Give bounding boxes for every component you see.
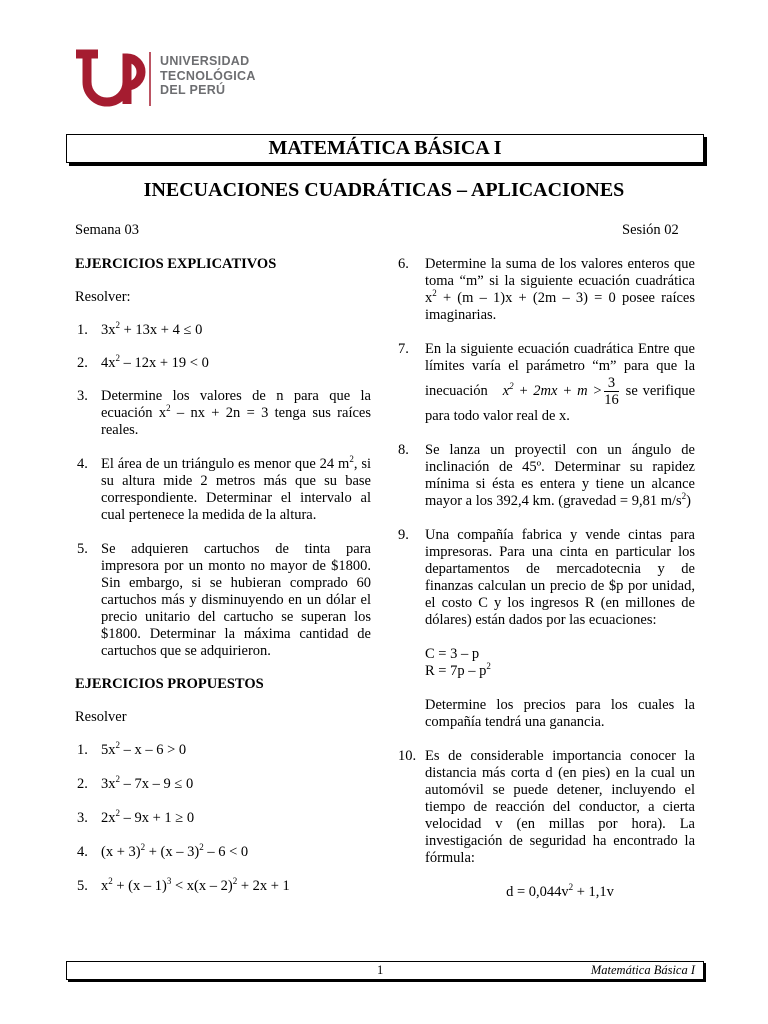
- footer-title: Matemática Básica I: [590, 963, 695, 977]
- exercise-number: 9.: [398, 527, 409, 543]
- exercise-number: 2.: [77, 355, 88, 371]
- session-label: Sesión 02: [622, 222, 679, 238]
- fraction-numerator: 3: [604, 375, 619, 392]
- exponent: 2: [349, 454, 354, 465]
- explicativos-heading: EJERCICIOS EXPLICATIVOS: [75, 256, 277, 272]
- expr-part: + 1,1v: [573, 884, 614, 900]
- exponent: 3: [166, 876, 172, 887]
- exponent: 2: [115, 740, 120, 751]
- expr-part: R = 7p – p: [425, 663, 487, 679]
- exercise-number: 5.: [77, 541, 88, 557]
- cost-equation: C = 3 – p: [425, 646, 480, 662]
- exercise-text: Determine los valores de n para que la ecuación x: [101, 388, 371, 421]
- proposed-3: [75, 810, 371, 827]
- exercise-text: Una compañía fabrica y vende cintas para impresoras. Para una cinta en particular los departamentos de mercadotecnia y de finanzas calculan un precio de $p por unidad, el costo C y los ingresos R (en millones de dólares) están dados por las ecuaciones:: [425, 527, 695, 628]
- expr-part: + (x – 1): [112, 878, 167, 894]
- expr-part: 2x: [101, 810, 116, 826]
- exercise-1: [75, 322, 371, 339]
- expr-part: – 9x + 1 ≥ 0: [120, 810, 195, 826]
- expr-part: + 2x + 1: [237, 878, 290, 894]
- exponent: 2: [140, 842, 146, 853]
- exercise-2: [75, 355, 371, 372]
- exponent: 2: [115, 353, 120, 364]
- exponent: 2: [115, 320, 120, 331]
- expr-part: – 7x – 9 ≤ 0: [120, 776, 194, 792]
- exercise-number: 3.: [77, 388, 88, 404]
- exercise-5: [75, 541, 371, 660]
- exercise-number: 7.: [398, 341, 409, 357]
- expr-part: 5x: [101, 742, 116, 758]
- exercise-number: 4.: [77, 844, 88, 860]
- exercise-number: 5.: [77, 878, 88, 894]
- exponent: 2: [115, 774, 120, 785]
- exercise-number: 3.: [77, 810, 88, 826]
- exercise-9: [398, 527, 695, 731]
- exercise-6: [398, 256, 695, 324]
- expr-part: + 2mx + m >: [513, 382, 603, 399]
- page-subtitle: INECUACIONES CUADRÁTICAS – APLICACIONES: [143, 179, 625, 201]
- propuestos-heading: EJERCICIOS PROPUESTOS: [75, 676, 264, 692]
- proposed-1: [75, 742, 371, 759]
- exercise-number: 1.: [77, 742, 88, 758]
- exercise-number: 8.: [398, 442, 409, 458]
- exercise-text: El área de un triángulo es menor que 24 m: [101, 456, 350, 472]
- exponent: 2: [432, 288, 437, 299]
- expr-part: 4x: [101, 355, 116, 371]
- exercise-10: [398, 748, 695, 901]
- fraction: [604, 375, 619, 408]
- right-column: [398, 256, 695, 901]
- proposed-4: [75, 844, 371, 861]
- revenue-equation: [425, 663, 695, 680]
- expr-part: d = 0,044v: [506, 884, 569, 900]
- exercise-text: , si su altura mide 2 metros más que su base correspondiente. Determinar el intervalo al cual pertenece la medida de la altura.: [101, 456, 371, 523]
- expr-part: – x – 6 > 0: [120, 742, 187, 758]
- exercise-text: Se lanza un proyectil con un ángulo de inclinación de 45º. Determinar su rapidez mínima si ésta es entera y tiene un alcance mayor a los 392,4 km. (gravedad = 9,81 m/s: [425, 442, 695, 509]
- left-column: [75, 256, 371, 895]
- week-label: Semana 03: [75, 222, 140, 238]
- expr-part: 3x: [101, 776, 116, 792]
- exponent: 2: [486, 661, 491, 672]
- proposed-2: [75, 776, 371, 793]
- logo-line-3: DEL PERÚ: [160, 83, 226, 97]
- expr-part: – 6 < 0: [203, 844, 249, 860]
- logo-line-2: TECNOLÓGICA: [160, 68, 256, 83]
- exercise-text: Determine los precios para los cuales la compañía tendrá una ganancia.: [425, 697, 695, 730]
- logo-text: [160, 54, 256, 98]
- exercise-number: 2.: [77, 776, 88, 792]
- fraction-denominator: 16: [604, 392, 619, 408]
- expr-part: 3x: [101, 322, 116, 338]
- exercise-3: [75, 388, 371, 439]
- exercise-text: se verifique para todo valor real de x.: [425, 382, 696, 424]
- logo-line-1: UNIVERSIDAD: [160, 54, 250, 68]
- exercise-text: Es de considerable importancia conocer la distancia más corta d (en pies) en la cual un automóvil se puede detener, incluyendo el tiempo de reacción del conductor, a cierta velocidad v (en millas por hora). La investigación de seguridad ha encontrado la fórmula:: [425, 748, 695, 866]
- exercise-number: 4.: [77, 456, 88, 472]
- exercise-4: [75, 456, 371, 524]
- page-title: MATEMÁTICA BÁSICA I: [66, 134, 704, 163]
- exercise-8: [398, 442, 695, 510]
- exercise-7: [398, 341, 695, 425]
- expr-part: + 13x + 4 ≤ 0: [120, 322, 203, 338]
- exponent: 2: [568, 882, 574, 893]
- exponent: 2: [681, 491, 687, 502]
- exercise-text: En la siguiente ecuación cuadrática Entre que límites varía el parámetro “m” para que la inecuación: [425, 341, 695, 399]
- expr-part: (x + 3): [101, 844, 141, 860]
- exercise-text: + (m – 1)x + (2m – 3) = 0 posee raíces imaginarias.: [425, 290, 695, 323]
- expr-part: < x(x – 2): [171, 878, 233, 894]
- exercise-text: Determine la suma de los valores enteros que toma “m” si la siguiente ecuación cuadrática x: [425, 256, 695, 306]
- proposed-5: [75, 878, 371, 895]
- exercise-number: 10.: [398, 748, 417, 764]
- resolver-label: Resolver: [75, 709, 127, 725]
- distance-formula: [425, 884, 695, 901]
- exponent: 2: [108, 876, 113, 887]
- exercise-number: 6.: [398, 256, 409, 272]
- inequality-formula: [503, 383, 603, 399]
- expr-part: x: [502, 382, 510, 399]
- page-footer: [66, 961, 704, 980]
- exponent: 2: [232, 876, 238, 887]
- exponent: 2: [166, 403, 171, 414]
- page-number: 1: [377, 963, 384, 977]
- exercise-text: – nx + 2n = 3 tenga sus raíces reales.: [101, 405, 371, 438]
- expr-part: – 12x + 19 < 0: [120, 355, 209, 371]
- exercise-number: 1.: [77, 322, 88, 338]
- exponent: 2: [199, 842, 204, 853]
- expr-part: x: [101, 878, 109, 894]
- exercise-text: ): [686, 493, 691, 509]
- expr-part: + (x – 3): [145, 844, 200, 860]
- exercise-text: Se adquieren cartuchos de tinta para impresora por un monto no mayor de $1800. Sin embargo, si se hubieran comprado 60 cartuchos más y disminuyendo en un dólar el precio unitario del cartucho se superan los $1800. Determinar la máxima cantidad de cartuchos que se adquirieron.: [101, 541, 371, 659]
- exponent: 2: [115, 808, 120, 819]
- exponent: 2: [509, 381, 514, 391]
- resolver-label: Resolver:: [75, 289, 131, 305]
